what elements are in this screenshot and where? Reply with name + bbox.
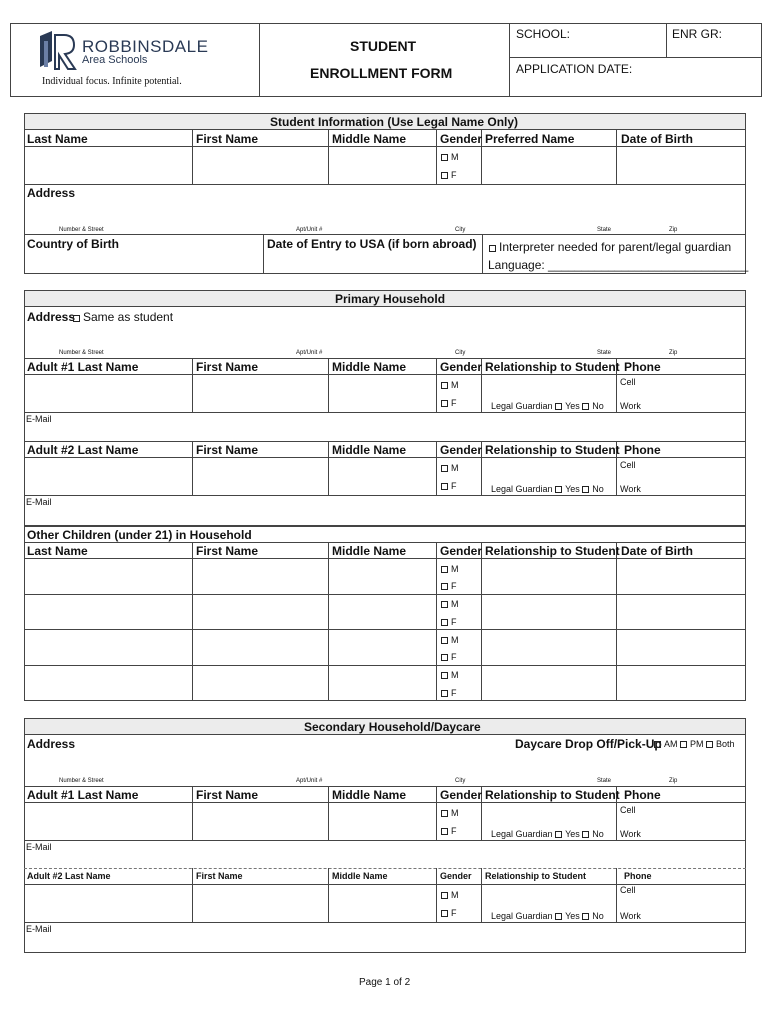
primary-state-caption: State bbox=[597, 350, 612, 356]
district-logo-icon bbox=[38, 31, 80, 71]
primary-address-label: Address bbox=[27, 310, 76, 324]
s-adult1-gender-label: Gender bbox=[440, 788, 483, 802]
s-adult1-first-label: First Name bbox=[196, 788, 259, 802]
student-first-name-field[interactable] bbox=[193, 147, 327, 183]
p-adult1-m-checkbox[interactable]: M bbox=[441, 380, 459, 390]
daycare-am-checkbox[interactable] bbox=[654, 741, 661, 748]
secondary-apt-caption: Apt/Unit # bbox=[296, 778, 323, 784]
checkbox-icon bbox=[441, 619, 448, 626]
checkbox-icon bbox=[441, 601, 448, 608]
primary-apt-caption: Apt/Unit # bbox=[296, 350, 323, 356]
secondary-address-field[interactable] bbox=[25, 752, 745, 774]
student-section-title: Student Information (Use Legal Name Only) bbox=[270, 115, 519, 129]
s-adult2-m-checkbox[interactable]: M bbox=[441, 890, 459, 900]
checkbox-icon bbox=[441, 172, 448, 179]
s-adult2-gender-label: Gender bbox=[440, 871, 472, 881]
form-title-line2: ENROLLMENT FORM bbox=[310, 65, 453, 81]
checkbox-icon bbox=[441, 910, 448, 917]
checkbox-icon bbox=[441, 583, 448, 590]
p-adult1-guardian-yes-checkbox[interactable] bbox=[555, 403, 562, 410]
children-middle-label: Middle Name bbox=[332, 544, 407, 558]
student-city-caption: City bbox=[455, 227, 466, 233]
checkbox-icon bbox=[73, 315, 80, 322]
p-adult2-first-field[interactable] bbox=[193, 458, 327, 494]
p-adult1-email-label: E-Mail bbox=[26, 414, 52, 424]
secondary-household-title: Secondary Household/Daycare bbox=[304, 720, 481, 734]
s-adult1-email-field[interactable] bbox=[60, 841, 744, 867]
s-adult2-first-label: First Name bbox=[196, 871, 243, 881]
checkbox-icon bbox=[441, 637, 448, 644]
form-title-line1: STUDENT bbox=[350, 38, 417, 54]
child4-f-checkbox[interactable]: F bbox=[441, 688, 457, 698]
other-children-title: Other Children (under 21) in Household bbox=[27, 528, 252, 542]
p-adult1-guardian: Legal Guardian Yes No bbox=[491, 401, 604, 411]
p-adult2-guardian-no-checkbox[interactable] bbox=[582, 486, 589, 493]
country-of-birth-label: Country of Birth bbox=[27, 237, 119, 251]
secondary-city-caption: City bbox=[455, 778, 466, 784]
s-adult1-phone-label: Phone bbox=[624, 788, 661, 802]
s-adult1-first-field[interactable] bbox=[193, 803, 327, 839]
school-label: SCHOOL: bbox=[516, 27, 571, 41]
daycare-label: Daycare Drop Off/Pick-Up bbox=[515, 737, 662, 751]
student-address-field[interactable] bbox=[25, 200, 745, 224]
student-last-name-label: Last Name bbox=[27, 132, 88, 146]
primary-address-field[interactable] bbox=[25, 325, 745, 347]
checkbox-icon bbox=[441, 654, 448, 661]
s-adult2-guardian: Legal Guardian Yes No bbox=[491, 911, 604, 921]
p-adult1-last-field[interactable] bbox=[25, 375, 191, 411]
p-adult1-email-field[interactable] bbox=[60, 413, 744, 440]
interpreter-checkbox[interactable]: Interpreter needed for parent/legal guardian bbox=[489, 240, 731, 254]
student-last-name-field[interactable] bbox=[25, 147, 191, 183]
student-street-caption: Number & Street bbox=[59, 227, 104, 233]
p-adult2-guardian-yes-checkbox[interactable] bbox=[555, 486, 562, 493]
enr-gr-label: ENR GR: bbox=[672, 27, 723, 41]
p-adult1-guardian-no-checkbox[interactable] bbox=[582, 403, 589, 410]
s-adult1-cell-label: Cell bbox=[620, 805, 636, 815]
s-adult2-phone-label: Phone bbox=[624, 871, 652, 881]
p-adult1-relationship-label: Relationship to Student bbox=[485, 360, 620, 374]
p-adult1-middle-field[interactable] bbox=[329, 375, 435, 411]
child1-f-checkbox[interactable]: F bbox=[441, 581, 457, 591]
p-adult1-cell-label: Cell bbox=[620, 377, 636, 387]
s-adult1-last-field[interactable] bbox=[25, 803, 191, 839]
primary-zip-caption: Zip bbox=[669, 350, 678, 356]
s-adult2-guardian-no-checkbox[interactable] bbox=[582, 913, 589, 920]
secondary-address-label: Address bbox=[27, 737, 76, 751]
logo-name: ROBBINSDALE bbox=[82, 37, 209, 56]
s-adult2-work-label: Work bbox=[620, 911, 641, 921]
student-address-label: Address bbox=[27, 186, 76, 200]
s-adult1-f-checkbox[interactable]: F bbox=[441, 826, 457, 836]
children-first-label: First Name bbox=[196, 544, 259, 558]
s-adult1-last-label: Adult #1 Last Name bbox=[27, 788, 139, 802]
p-adult2-email-field[interactable] bbox=[60, 496, 744, 524]
s-adult2-cell-label: Cell bbox=[620, 885, 636, 895]
p-adult2-cell-label: Cell bbox=[620, 460, 636, 470]
logo-subtitle: Area Schools bbox=[82, 54, 148, 66]
checkbox-icon bbox=[441, 892, 448, 899]
student-zip-caption: Zip bbox=[669, 227, 678, 233]
children-relationship-label: Relationship to Student bbox=[485, 544, 620, 558]
secondary-state-caption: State bbox=[597, 778, 612, 784]
daycare-both-checkbox[interactable] bbox=[706, 741, 713, 748]
daycare-pm-checkbox[interactable] bbox=[680, 741, 687, 748]
date-of-entry-label: Date of Entry to USA (if born abroad) bbox=[267, 237, 477, 251]
student-gender-m-checkbox[interactable]: M bbox=[441, 152, 459, 162]
student-gender-label: Gender bbox=[440, 132, 483, 146]
p-adult2-middle-label: Middle Name bbox=[332, 443, 407, 457]
primary-city-caption: City bbox=[455, 350, 466, 356]
checkbox-icon bbox=[489, 245, 496, 252]
secondary-street-caption: Number & Street bbox=[59, 778, 104, 784]
checkbox-icon bbox=[441, 465, 448, 472]
p-adult2-relationship-label: Relationship to Student bbox=[485, 443, 620, 457]
student-middle-name-field[interactable] bbox=[329, 147, 435, 183]
p-adult2-gender-label: Gender bbox=[440, 443, 483, 457]
s-adult2-guardian-yes-checkbox[interactable] bbox=[555, 913, 562, 920]
p-adult2-last-field[interactable] bbox=[25, 458, 191, 494]
checkbox-icon bbox=[441, 828, 448, 835]
student-dob-field[interactable] bbox=[617, 147, 745, 183]
p-adult2-f-checkbox[interactable]: F bbox=[441, 481, 457, 491]
checkbox-icon bbox=[441, 400, 448, 407]
primary-household-title: Primary Household bbox=[335, 292, 446, 306]
application-date-label: APPLICATION DATE: bbox=[516, 62, 633, 76]
s-adult2-last-field[interactable] bbox=[25, 885, 191, 921]
checkbox-icon bbox=[441, 690, 448, 697]
s-adult2-relationship-label: Relationship to Student bbox=[485, 871, 586, 881]
p-adult1-first-label: First Name bbox=[196, 360, 259, 374]
s-adult1-m-checkbox[interactable]: M bbox=[441, 808, 459, 818]
s-adult2-middle-field[interactable] bbox=[329, 885, 435, 921]
language-field[interactable]: Language: ______________________________ bbox=[488, 258, 749, 272]
p-adult1-first-field[interactable] bbox=[193, 375, 327, 411]
s-adult1-middle-label: Middle Name bbox=[332, 788, 407, 802]
student-middle-name-label: Middle Name bbox=[332, 132, 407, 146]
p-adult2-phone-label: Phone bbox=[624, 443, 661, 457]
student-preferred-name-label: Preferred Name bbox=[485, 132, 575, 146]
s-adult1-middle-field[interactable] bbox=[329, 803, 435, 839]
s-adult2-middle-label: Middle Name bbox=[332, 871, 388, 881]
p-adult1-work-label: Work bbox=[620, 401, 641, 411]
checkbox-icon bbox=[441, 154, 448, 161]
checkbox-icon bbox=[441, 672, 448, 679]
primary-street-caption: Number & Street bbox=[59, 350, 104, 356]
student-gender-f-checkbox[interactable]: F bbox=[441, 170, 457, 180]
child1-m-checkbox[interactable]: M bbox=[441, 564, 459, 574]
checkbox-icon bbox=[441, 566, 448, 573]
student-first-name-label: First Name bbox=[196, 132, 259, 146]
p-adult1-last-label: Adult #1 Last Name bbox=[27, 360, 139, 374]
daycare-options: AM PM Both bbox=[654, 739, 735, 749]
page-number: Page 1 of 2 bbox=[359, 977, 411, 988]
s-adult1-relationship-label: Relationship to Student bbox=[485, 788, 620, 802]
s-adult2-last-label: Adult #2 Last Name bbox=[27, 871, 111, 881]
p-adult1-middle-label: Middle Name bbox=[332, 360, 407, 374]
s-adult1-guardian-no-checkbox[interactable] bbox=[582, 831, 589, 838]
s-adult1-work-label: Work bbox=[620, 829, 641, 839]
student-preferred-name-field[interactable] bbox=[482, 147, 615, 183]
children-gender-label: Gender bbox=[440, 544, 483, 558]
child4-m-checkbox[interactable]: M bbox=[441, 670, 459, 680]
children-last-label: Last Name bbox=[27, 544, 88, 558]
s-adult2-first-field[interactable] bbox=[193, 885, 327, 921]
child2-f-checkbox[interactable]: F bbox=[441, 617, 457, 627]
student-apt-caption: Apt/Unit # bbox=[296, 227, 323, 233]
p-adult2-email-label: E-Mail bbox=[26, 497, 52, 507]
logo-tagline: Individual focus. Infinite potential. bbox=[42, 76, 182, 87]
student-dob-label: Date of Birth bbox=[621, 132, 693, 146]
s-adult1-email-label: E-Mail bbox=[26, 842, 52, 852]
s-adult2-f-checkbox[interactable]: F bbox=[441, 908, 457, 918]
checkbox-icon bbox=[441, 483, 448, 490]
s-adult1-guardian: Legal Guardian Yes No bbox=[491, 829, 604, 839]
checkbox-icon bbox=[441, 382, 448, 389]
checkbox-icon bbox=[441, 810, 448, 817]
p-adult1-gender-label: Gender bbox=[440, 360, 483, 374]
child3-f-checkbox[interactable]: F bbox=[441, 652, 457, 662]
p-adult2-first-label: First Name bbox=[196, 443, 259, 457]
p-adult2-last-label: Adult #2 Last Name bbox=[27, 443, 139, 457]
p-adult2-guardian: Legal Guardian Yes No bbox=[491, 484, 604, 494]
s-adult1-guardian-yes-checkbox[interactable] bbox=[555, 831, 562, 838]
child2-m-checkbox[interactable]: M bbox=[441, 599, 459, 609]
secondary-zip-caption: Zip bbox=[669, 778, 678, 784]
student-state-caption: State bbox=[597, 227, 612, 233]
s-adult2-email-field[interactable] bbox=[60, 923, 744, 951]
p-adult2-m-checkbox[interactable]: M bbox=[441, 463, 459, 473]
p-adult2-work-label: Work bbox=[620, 484, 641, 494]
children-dob-label: Date of Birth bbox=[621, 544, 693, 558]
same-as-student-checkbox[interactable]: Same as student bbox=[73, 310, 173, 324]
p-adult1-phone-label: Phone bbox=[624, 360, 661, 374]
s-adult2-email-label: E-Mail bbox=[26, 924, 52, 934]
p-adult2-middle-field[interactable] bbox=[329, 458, 435, 494]
p-adult1-f-checkbox[interactable]: F bbox=[441, 398, 457, 408]
child3-m-checkbox[interactable]: M bbox=[441, 635, 459, 645]
